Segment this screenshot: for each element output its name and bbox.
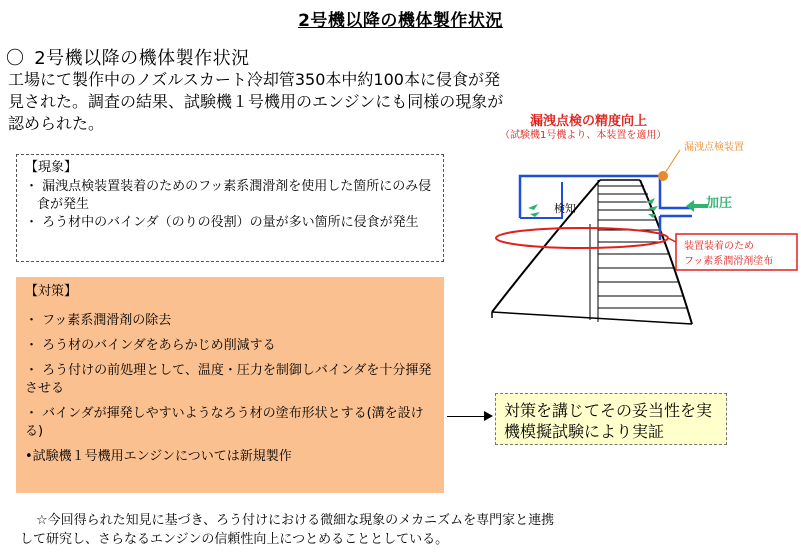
phenomenon-item: ・ 漏洩点検装置装着のためのフッ素系潤滑剤を使用した箇所にのみ侵食が発生 <box>25 179 432 212</box>
page-title: 2号機以降の機体製作状況 <box>298 11 503 31</box>
measure-item: ・ バインダが揮発しやすいようなろう材の塗布形状とする(溝を設ける) <box>25 406 424 439</box>
device-label: 漏洩点検装置 <box>684 142 744 153</box>
arrow-right-icon <box>484 411 493 421</box>
measure-item: •試験機１号機用エンジンについては新規製作 <box>25 449 292 464</box>
phenomenon-box <box>16 154 444 262</box>
arrow-line <box>447 416 489 417</box>
note-line-1: 装置装着のため <box>684 241 754 252</box>
measure-item: ・ ろう材のバインダをあらかじめ削減する <box>25 338 276 353</box>
measures-box <box>16 277 444 493</box>
pressure-label: 加圧 <box>706 196 733 211</box>
detect-label: 検知 <box>554 202 576 215</box>
phenomenon-item: ・ ろう材中のバインダ（のりの役割）の量が多い箇所に侵食が発生 <box>25 215 419 230</box>
measures-header: 【対策】 <box>25 284 78 299</box>
nozzle-diagram <box>480 100 801 400</box>
verification-box: 対策を講じてその妥当性を実機模擬試験により実証 <box>495 393 727 445</box>
heading-marker: 〇 <box>6 48 25 69</box>
diagram-subtitle: （試験機1号機より、本装置を適用） <box>500 130 667 141</box>
intro-paragraph: 工場にて製作中のノズルスカート冷却管350本中約100本に侵食が発見された。調査の結果、試験機１号機用のエンジンにも同様の現象が認められた。 <box>8 70 504 133</box>
footer-note <box>20 511 790 549</box>
note-line-2: フッ素系潤滑剤塗布 <box>684 256 774 267</box>
section-heading-text: 2号機以降の機体製作状況 <box>34 48 250 69</box>
diagram-title: 漏洩点検の精度向上 <box>530 114 648 129</box>
measure-item: ・ フッ素系潤滑剤の除去 <box>25 313 172 328</box>
phenomenon-header: 【現象】 <box>25 160 78 175</box>
footer-line-2: して研究し、さらなるエンジンの信頼性向上につとめることとしている。 <box>20 532 449 547</box>
measure-item: ・ ろう付けの前処理として、温度・圧力を制御しバインダを十分揮発させる <box>25 363 432 396</box>
section-heading <box>6 44 250 70</box>
footer-line-1: ☆今回得られた知見に基づき、ろう付けにおける微細な現象のメカニズムを専門家と連携 <box>36 513 555 528</box>
